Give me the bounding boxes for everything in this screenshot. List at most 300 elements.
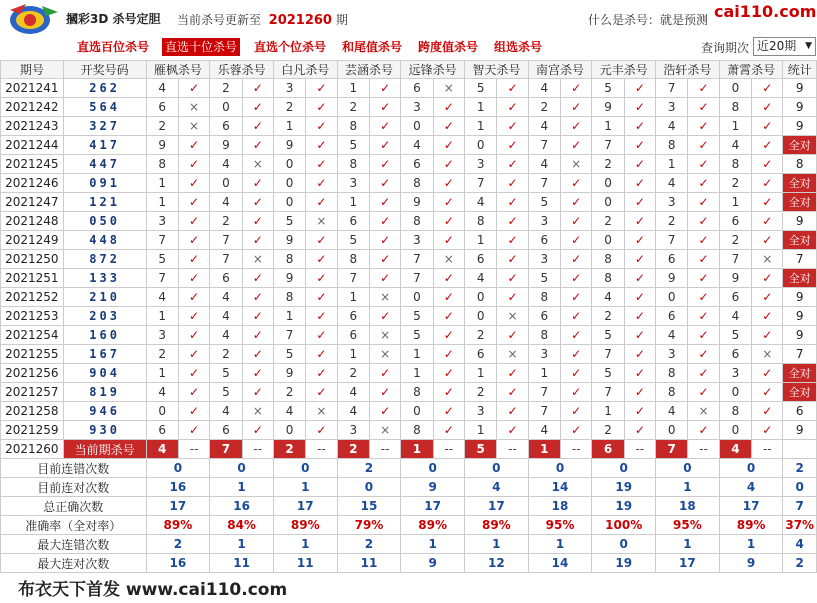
kill-number-cell: 6: [465, 250, 497, 269]
kill-number-cell: 4: [528, 421, 560, 440]
correct-mark-icon: ✓: [497, 269, 528, 288]
correct-mark-icon: ✓: [688, 117, 719, 136]
correct-mark-icon: ✓: [497, 174, 528, 193]
summary-value: 15: [337, 497, 401, 516]
correct-mark-icon: ✓: [178, 383, 209, 402]
summary-value: 1: [273, 478, 337, 497]
kill-number-cell: 8: [719, 402, 751, 421]
table-row: [1, 250, 817, 269]
kill-number-cell: 7: [273, 326, 305, 345]
kill-number-cell: 8: [337, 250, 369, 269]
stat-cell: 9: [783, 421, 817, 440]
draw-number-cell: 872: [63, 250, 146, 269]
summary-row: [1, 497, 817, 516]
summary-value: 0: [592, 535, 656, 554]
summary-label: 总正确次数: [1, 497, 147, 516]
correct-mark-icon: ✓: [178, 231, 209, 250]
summary-value: 100%: [592, 516, 656, 535]
correct-mark-icon: ✓: [178, 155, 209, 174]
kill-number-cell: 2: [210, 345, 242, 364]
kill-number-cell: 6: [337, 212, 369, 231]
correct-mark-icon: ✓: [433, 383, 464, 402]
summary-label: 最大连错次数: [1, 535, 147, 554]
correct-mark-icon: ✓: [242, 326, 273, 345]
stat-cell: 全对: [783, 269, 817, 288]
nav-tabs: [0, 37, 817, 59]
kill-number-cell: 4: [210, 193, 242, 212]
summary-value: 4: [719, 478, 783, 497]
draw-number-cell: 448: [63, 231, 146, 250]
correct-mark-icon: ✓: [306, 79, 337, 98]
draw-number-cell: 327: [63, 117, 146, 136]
summary-value: 0: [465, 459, 529, 478]
correct-mark-icon: ✓: [178, 288, 209, 307]
kill-number-cell: 4: [656, 117, 688, 136]
issue-cell: 2021251: [1, 269, 64, 288]
kill-number-cell: 5: [337, 136, 369, 155]
table-row: [1, 212, 817, 231]
kill-number-cell: 5: [210, 364, 242, 383]
kill-number-cell: 2: [146, 117, 178, 136]
tab-tens-kill[interactable]: 直选十位杀号: [162, 38, 240, 56]
kill-number-cell: 4: [656, 326, 688, 345]
kill-number-cell: 5: [401, 326, 433, 345]
kill-number-cell: 9: [273, 136, 305, 155]
col-expert: 萧霄杀号: [719, 61, 783, 79]
correct-mark-icon: ✓: [624, 98, 655, 117]
summary-value: 14: [528, 554, 592, 573]
current-kill-number: 6: [592, 440, 624, 459]
stat-cell: 9: [783, 212, 817, 231]
correct-mark-icon: ✓: [369, 402, 400, 421]
issue-cell: 2021242: [1, 98, 64, 117]
correct-mark-icon: ✓: [497, 79, 528, 98]
tab-hundreds-kill[interactable]: 直选百位杀号: [77, 40, 150, 54]
correct-mark-icon: ✓: [561, 231, 592, 250]
wrong-mark-icon: ×: [752, 250, 783, 269]
kill-number-cell: 9: [273, 231, 305, 250]
summary-value: 4: [465, 478, 529, 497]
correct-mark-icon: ✓: [561, 364, 592, 383]
current-kill-dash: --: [306, 440, 337, 459]
correct-mark-icon: ✓: [752, 117, 783, 136]
kill-number-cell: 8: [401, 212, 433, 231]
kill-number-cell: 7: [656, 231, 688, 250]
stat-cell: 8: [783, 155, 817, 174]
kill-number-cell: 7: [146, 231, 178, 250]
summary-value: 0: [401, 459, 465, 478]
wrong-mark-icon: ×: [433, 79, 464, 98]
correct-mark-icon: ✓: [242, 174, 273, 193]
correct-mark-icon: ✓: [752, 174, 783, 193]
stat-cell: 全对: [783, 231, 817, 250]
correct-mark-icon: ✓: [688, 269, 719, 288]
summary-value: 95%: [528, 516, 592, 535]
correct-mark-icon: ✓: [369, 364, 400, 383]
stat-cell: 7: [783, 345, 817, 364]
summary-value: 17: [719, 497, 783, 516]
tab-units-kill[interactable]: 直选个位杀号: [254, 40, 327, 54]
kill-number-cell: 0: [656, 421, 688, 440]
kill-number-cell: 8: [401, 421, 433, 440]
kill-number-cell: 4: [337, 402, 369, 421]
current-kill-dash: --: [369, 440, 400, 459]
correct-mark-icon: ✓: [688, 98, 719, 117]
correct-mark-icon: ✓: [178, 250, 209, 269]
kill-number-cell: 4: [528, 79, 560, 98]
kill-number-cell: 0: [592, 231, 624, 250]
correct-mark-icon: ✓: [369, 117, 400, 136]
correct-mark-icon: ✓: [306, 383, 337, 402]
wrong-mark-icon: ×: [561, 155, 592, 174]
summary-value: 14: [528, 478, 592, 497]
kill-number-cell: 1: [592, 117, 624, 136]
kill-number-cell: 2: [465, 326, 497, 345]
col-expert: 浩轩杀号: [656, 61, 720, 79]
kill-number-cell: 2: [210, 212, 242, 231]
correct-mark-icon: ✓: [497, 364, 528, 383]
correct-mark-icon: ✓: [433, 117, 464, 136]
summary-value: 11: [273, 554, 337, 573]
kill-number-cell: 3: [401, 231, 433, 250]
table-body: [1, 79, 817, 573]
table-row: [1, 231, 817, 250]
correct-mark-icon: ✓: [688, 193, 719, 212]
issue-cell: 2021250: [1, 250, 64, 269]
correct-mark-icon: ✓: [369, 231, 400, 250]
correct-mark-icon: ✓: [497, 326, 528, 345]
kill-number-cell: 3: [146, 212, 178, 231]
kill-number-cell: 0: [210, 98, 242, 117]
summary-value: 9: [401, 478, 465, 497]
current-kill-number: 4: [719, 440, 751, 459]
table-row: [1, 269, 817, 288]
correct-mark-icon: ✓: [624, 250, 655, 269]
kill-number-cell: 4: [719, 136, 751, 155]
kill-number-cell: 2: [273, 383, 305, 402]
kill-number-cell: 6: [656, 250, 688, 269]
kill-number-cell: 9: [719, 269, 751, 288]
summary-value: 89%: [719, 516, 783, 535]
correct-mark-icon: ✓: [306, 174, 337, 193]
issue-cell: 2021246: [1, 174, 64, 193]
summary-value: 19: [592, 478, 656, 497]
tab-span-kill[interactable]: 跨度值杀号: [418, 40, 479, 54]
kill-number-cell: 8: [592, 250, 624, 269]
table-row: [1, 402, 817, 421]
correct-mark-icon: ✓: [688, 155, 719, 174]
issue-cell: 2021252: [1, 288, 64, 307]
table-row: [1, 383, 817, 402]
kill-number-cell: 0: [592, 174, 624, 193]
kill-number-cell: 0: [273, 193, 305, 212]
kill-number-cell: 5: [146, 250, 178, 269]
correct-mark-icon: ✓: [433, 269, 464, 288]
summary-stat-value: 7: [783, 497, 817, 516]
summary-value: 9: [719, 554, 783, 573]
kill-number-cell: 8: [719, 98, 751, 117]
correct-mark-icon: ✓: [242, 288, 273, 307]
kill-number-cell: 3: [465, 155, 497, 174]
kill-number-cell: 4: [210, 288, 242, 307]
kill-number-cell: 4: [528, 117, 560, 136]
correct-mark-icon: ✓: [752, 383, 783, 402]
kill-number-cell: 8: [528, 326, 560, 345]
kill-number-cell: 1: [465, 98, 497, 117]
kill-number-cell: 7: [592, 345, 624, 364]
kill-number-cell: 3: [656, 193, 688, 212]
correct-mark-icon: ✓: [306, 136, 337, 155]
table-row: [1, 326, 817, 345]
correct-mark-icon: ✓: [497, 288, 528, 307]
correct-mark-icon: ✓: [433, 231, 464, 250]
what-is-kill-link[interactable]: 什么是杀号：就是预测: [588, 13, 709, 27]
issue-cell: 2021248: [1, 212, 64, 231]
kill-number-cell: 8: [656, 136, 688, 155]
correct-mark-icon: ✓: [433, 136, 464, 155]
kill-number-cell: 8: [337, 117, 369, 136]
correct-mark-icon: ✓: [178, 307, 209, 326]
correct-mark-icon: ✓: [688, 231, 719, 250]
correct-mark-icon: ✓: [624, 79, 655, 98]
kill-number-cell: 5: [210, 383, 242, 402]
kill-number-cell: 4: [465, 269, 497, 288]
current-kill-number: 2: [337, 440, 369, 459]
kill-number-cell: 4: [146, 79, 178, 98]
kill-number-cell: 0: [401, 402, 433, 421]
correct-mark-icon: ✓: [688, 421, 719, 440]
col-expert: 元丰杀号: [592, 61, 656, 79]
kill-number-cell: 8: [273, 250, 305, 269]
correct-mark-icon: ✓: [688, 288, 719, 307]
current-kill-dash: --: [178, 440, 209, 459]
kill-number-cell: 2: [337, 98, 369, 117]
app-logo-icon: [6, 2, 62, 36]
correct-mark-icon: ✓: [497, 136, 528, 155]
period-label: 查询期次: [701, 41, 750, 55]
kill-number-cell: 7: [528, 402, 560, 421]
correct-mark-icon: ✓: [624, 326, 655, 345]
correct-mark-icon: ✓: [369, 155, 400, 174]
kill-number-cell: 4: [273, 402, 305, 421]
kill-number-cell: 1: [719, 117, 751, 136]
kill-number-cell: 0: [719, 383, 751, 402]
summary-value: 1: [719, 535, 783, 554]
correct-mark-icon: ✓: [752, 421, 783, 440]
summary-value: 1: [528, 535, 592, 554]
draw-number-cell: 210: [63, 288, 146, 307]
correct-mark-icon: ✓: [433, 421, 464, 440]
kill-number-cell: 8: [273, 288, 305, 307]
col-expert: 白凡杀号: [273, 61, 337, 79]
kill-number-cell: 1: [337, 345, 369, 364]
kill-number-cell: 3: [273, 79, 305, 98]
kill-number-cell: 1: [273, 307, 305, 326]
kill-number-cell: 5: [592, 79, 624, 98]
correct-mark-icon: ✓: [624, 117, 655, 136]
stat-cell: 9: [783, 288, 817, 307]
kill-number-cell: 1: [465, 421, 497, 440]
summary-value: 16: [146, 478, 210, 497]
stat-cell: 全对: [783, 364, 817, 383]
kill-number-cell: 5: [465, 79, 497, 98]
correct-mark-icon: ✓: [688, 250, 719, 269]
summary-value: 18: [656, 497, 720, 516]
table-row: [1, 307, 817, 326]
kill-number-cell: 2: [337, 364, 369, 383]
kill-number-cell: 1: [337, 79, 369, 98]
correct-mark-icon: ✓: [561, 383, 592, 402]
kill-number-cell: 4: [401, 136, 433, 155]
correct-mark-icon: ✓: [242, 79, 273, 98]
wrong-mark-icon: ×: [242, 155, 273, 174]
kill-number-cell: 2: [592, 212, 624, 231]
summary-label: 最大连对次数: [1, 554, 147, 573]
kill-number-cell: 1: [146, 364, 178, 383]
correct-mark-icon: ✓: [242, 364, 273, 383]
correct-mark-icon: ✓: [242, 117, 273, 136]
correct-mark-icon: ✓: [369, 250, 400, 269]
draw-number-cell: 121: [63, 193, 146, 212]
correct-mark-icon: ✓: [369, 136, 400, 155]
kill-number-cell: 6: [401, 155, 433, 174]
col-expert: 芸涵杀号: [337, 61, 401, 79]
kill-number-cell: 1: [465, 364, 497, 383]
kill-number-cell: 3: [401, 98, 433, 117]
summary-value: 17: [656, 554, 720, 573]
kill-number-cell: 0: [719, 421, 751, 440]
summary-value: 89%: [401, 516, 465, 535]
correct-mark-icon: ✓: [369, 193, 400, 212]
correct-mark-icon: ✓: [433, 364, 464, 383]
correct-mark-icon: ✓: [369, 307, 400, 326]
correct-mark-icon: ✓: [178, 79, 209, 98]
current-kill-dash: --: [624, 440, 655, 459]
draw-number-cell: 203: [63, 307, 146, 326]
kill-number-cell: 2: [273, 98, 305, 117]
kill-number-cell: 3: [528, 212, 560, 231]
summary-value: 0: [146, 459, 210, 478]
correct-mark-icon: ✓: [752, 288, 783, 307]
correct-mark-icon: ✓: [624, 307, 655, 326]
kill-number-cell: 2: [210, 79, 242, 98]
correct-mark-icon: ✓: [497, 383, 528, 402]
kill-number-cell: 6: [719, 288, 751, 307]
correct-mark-icon: ✓: [624, 193, 655, 212]
summary-value: 1: [273, 535, 337, 554]
update-issue: 2021260: [268, 13, 332, 28]
kill-number-cell: 1: [401, 345, 433, 364]
kill-number-cell: 1: [592, 402, 624, 421]
correct-mark-icon: ✓: [561, 307, 592, 326]
period-select[interactable]: [753, 37, 816, 56]
table-row: [1, 345, 817, 364]
stat-cell: 9: [783, 117, 817, 136]
current-kill-button[interactable]: 当前期杀号: [63, 440, 146, 459]
kill-number-cell: 2: [146, 345, 178, 364]
correct-mark-icon: ✓: [369, 383, 400, 402]
summary-value: 0: [656, 459, 720, 478]
kill-number-cell: 4: [146, 383, 178, 402]
summary-value: 12: [465, 554, 529, 573]
kill-number-cell: 6: [528, 231, 560, 250]
summary-value: 84%: [210, 516, 274, 535]
summary-value: 17: [465, 497, 529, 516]
tab-group-kill[interactable]: 组选杀号: [494, 40, 543, 54]
correct-mark-icon: ✓: [688, 136, 719, 155]
correct-mark-icon: ✓: [306, 193, 337, 212]
correct-mark-icon: ✓: [561, 212, 592, 231]
correct-mark-icon: ✓: [242, 307, 273, 326]
summary-row: [1, 478, 817, 497]
draw-number-cell: 133: [63, 269, 146, 288]
col-expert: 乐蓉杀号: [210, 61, 274, 79]
summary-value: 11: [210, 554, 274, 573]
tab-sum-tail-kill[interactable]: 和尾值杀号: [342, 40, 403, 54]
current-kill-dash: --: [242, 440, 273, 459]
correct-mark-icon: ✓: [497, 250, 528, 269]
correct-mark-icon: ✓: [369, 212, 400, 231]
table-row: [1, 174, 817, 193]
kill-number-cell: 4: [719, 307, 751, 326]
correct-mark-icon: ✓: [497, 98, 528, 117]
kill-number-cell: 3: [528, 250, 560, 269]
current-kill-number: 2: [273, 440, 305, 459]
col-stat: 统计: [783, 61, 817, 79]
correct-mark-icon: ✓: [561, 174, 592, 193]
correct-mark-icon: ✓: [688, 364, 719, 383]
kill-number-cell: 9: [210, 136, 242, 155]
kill-number-cell: 0: [465, 288, 497, 307]
app-title: 摑彩3D 杀号定胆: [66, 12, 161, 26]
correct-mark-icon: ✓: [433, 288, 464, 307]
top-header: [0, 0, 817, 37]
correct-mark-icon: ✓: [497, 231, 528, 250]
table-row: [1, 288, 817, 307]
kill-number-cell: 6: [337, 326, 369, 345]
stat-cell: 6: [783, 402, 817, 421]
kill-number-cell: 0: [465, 136, 497, 155]
correct-mark-icon: ✓: [624, 174, 655, 193]
summary-stat-value: 4: [783, 535, 817, 554]
kill-number-cell: 4: [210, 326, 242, 345]
kill-number-cell: 1: [337, 193, 369, 212]
issue-cell: 2021241: [1, 79, 64, 98]
kill-number-cell: 4: [210, 155, 242, 174]
kill-number-cell: 7: [465, 174, 497, 193]
stat-cell: 9: [783, 79, 817, 98]
kill-number-cell: 8: [337, 155, 369, 174]
summary-value: 0: [719, 459, 783, 478]
kill-number-cell: 0: [719, 79, 751, 98]
kill-number-cell: 0: [401, 117, 433, 136]
correct-mark-icon: ✓: [561, 136, 592, 155]
correct-mark-icon: ✓: [688, 307, 719, 326]
draw-number-cell: 417: [63, 136, 146, 155]
correct-mark-icon: ✓: [561, 98, 592, 117]
kill-number-cell: 9: [273, 269, 305, 288]
summary-value: 0: [592, 459, 656, 478]
chevron-down-icon: ▼: [805, 41, 812, 51]
correct-mark-icon: ✓: [497, 193, 528, 212]
wrong-mark-icon: ×: [369, 288, 400, 307]
issue-cell: 2021253: [1, 307, 64, 326]
correct-mark-icon: ✓: [306, 364, 337, 383]
kill-number-cell: 3: [337, 174, 369, 193]
kill-number-cell: 2: [656, 212, 688, 231]
correct-mark-icon: ✓: [433, 345, 464, 364]
current-issue-row: [1, 440, 817, 459]
